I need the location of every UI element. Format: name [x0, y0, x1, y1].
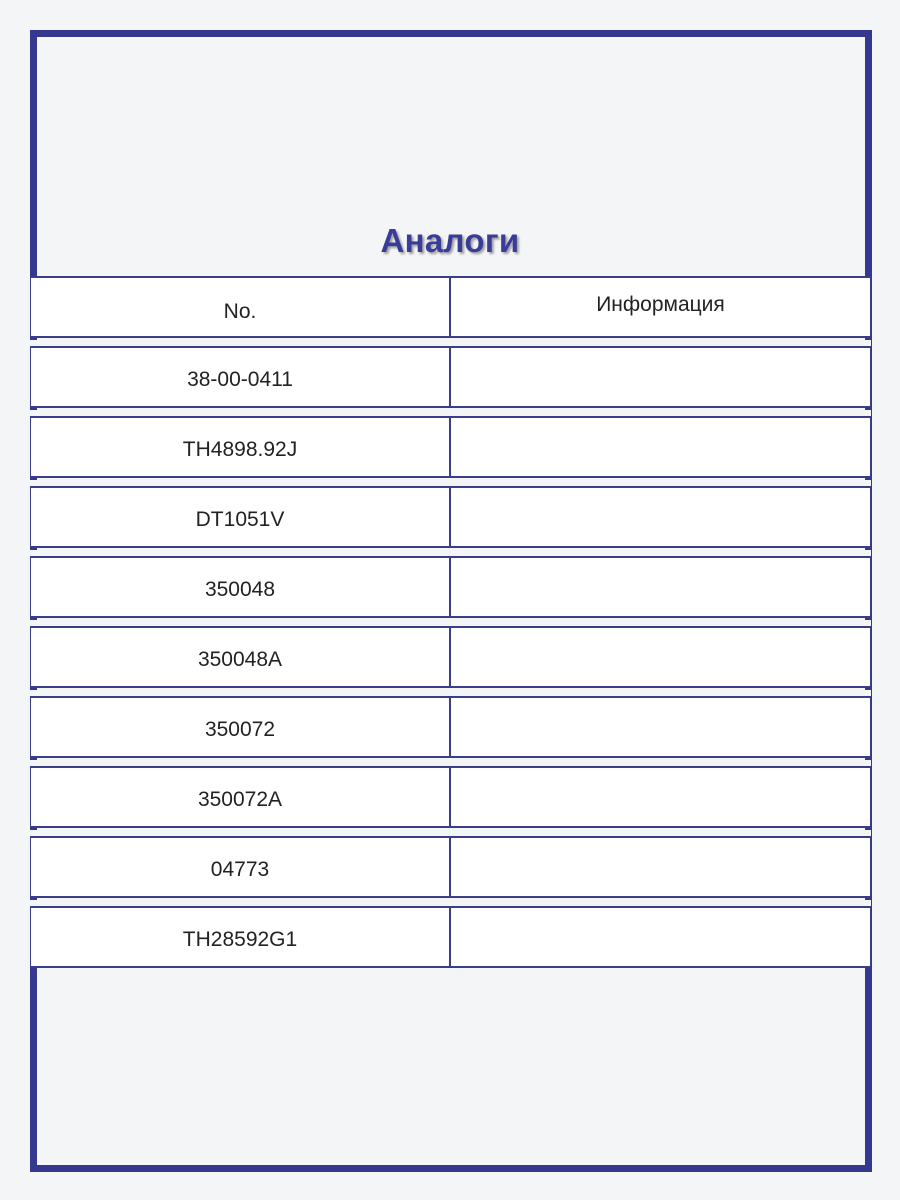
cell-no: 04773 [31, 838, 451, 896]
page-title: Аналоги [380, 222, 520, 259]
cell-info [451, 768, 870, 826]
cell-no: 350072A [31, 768, 451, 826]
cell-info [451, 558, 870, 616]
cell-info [451, 908, 870, 966]
cell-no: 38-00-0411 [31, 348, 451, 406]
table-row [30, 766, 871, 828]
cell-info [451, 698, 870, 756]
table-row [30, 906, 871, 968]
column-header-no: No. [31, 278, 451, 336]
table-row [30, 696, 871, 758]
table-row [30, 626, 871, 688]
cell-no: 350072 [31, 698, 451, 756]
cell-no: TH4898.92J [31, 418, 451, 476]
cell-no: DT1051V [31, 488, 451, 546]
table-row [30, 486, 871, 548]
table-row [30, 556, 871, 618]
cell-info [451, 628, 870, 686]
table-row [30, 416, 871, 478]
table-row [30, 836, 871, 898]
column-header-info: Информация [596, 293, 725, 316]
cell-info [451, 418, 870, 476]
table-header-row [30, 276, 871, 338]
cell-info [451, 488, 870, 546]
table-row [30, 346, 871, 408]
cell-info [451, 348, 870, 406]
cell-no: 350048A [31, 628, 451, 686]
cell-info [451, 838, 870, 896]
cell-no: 350048 [31, 558, 451, 616]
cell-no: TH28592G1 [31, 908, 451, 966]
